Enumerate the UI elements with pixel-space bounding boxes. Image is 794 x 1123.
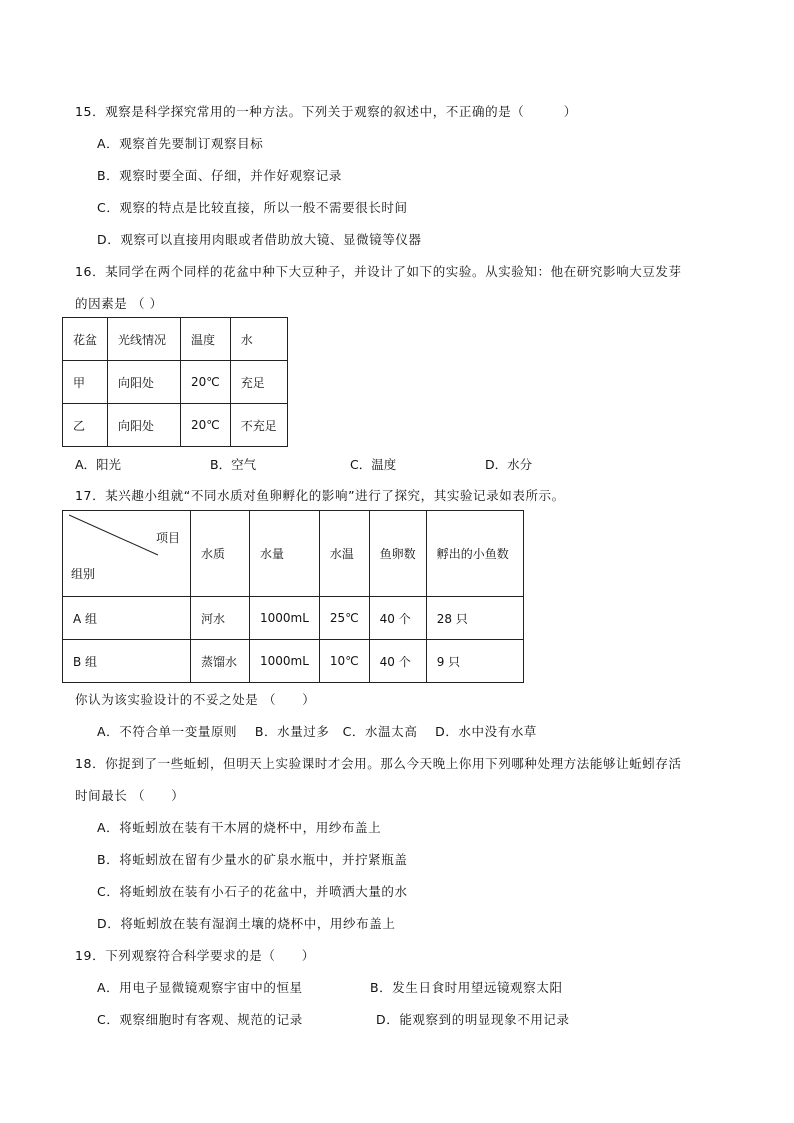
q15-option-a: A．观察首先要制订观察目标 (97, 136, 264, 151)
table-cell: 蒸馏水 (191, 640, 250, 683)
table-cell: 甲 (63, 361, 108, 404)
table-cell: 1000mL (250, 597, 320, 640)
q17-table (62, 510, 524, 683)
table-cell: 20℃ (181, 404, 231, 447)
q16-table (62, 317, 288, 447)
q19-option-a: A．用电子显微镜观察宇宙中的恒星 (97, 980, 303, 995)
table-header-cell: 孵出的小鱼数 (426, 511, 523, 597)
table-corner-cell (63, 511, 191, 597)
table-cell: 充足 (230, 361, 287, 404)
q18-stem-line2: 时间最长 （ ） (75, 788, 185, 803)
q18-stem-line1: 18．你捉到了一些蚯蚓，但明天上实验课时才会用。那么今天晚上你用下列哪种处理方法能够让蚯蚓存活 (75, 756, 682, 771)
table-row (63, 361, 288, 404)
table-cell: 25℃ (319, 597, 369, 640)
table-cell: 20℃ (181, 361, 231, 404)
corner-label-group: 组别 (71, 567, 96, 581)
q16-option-a: A．阳光 (75, 457, 122, 472)
q18-option-c: C．将蚯蚓放在装有小石子的花盆中，并喷洒大量的水 (97, 884, 408, 899)
table-cell: 40 个 (369, 597, 426, 640)
q18-option-d: D．将蚯蚓放在装有湿润土壤的烧杯中，用纱布盖上 (97, 916, 396, 931)
q19-option-b: B．发生日食时用望远镜观察太阳 (370, 980, 563, 995)
table-cell: 向阳处 (108, 361, 181, 404)
table-header-cell: 花盆 (63, 318, 108, 361)
table-header-cell: 光线情况 (108, 318, 181, 361)
table-header-cell: 水 (230, 318, 287, 361)
table-header-cell: 水量 (250, 511, 320, 597)
table-row (63, 640, 524, 683)
table-header-cell: 温度 (181, 318, 231, 361)
table-cell: 河水 (191, 597, 250, 640)
q15-stem: 15．观察是科学探究常用的一种方法。下列关于观察的叙述中，不正确的是（ ） (75, 104, 577, 119)
table-cell: 40 个 (369, 640, 426, 683)
q19-stem: 19．下列观察符合科学要求的是（ ） (75, 948, 315, 963)
corner-label-item: 项目 (155, 531, 180, 545)
q19-option-c: C．观察细胞时有客观、规范的记录 (97, 1012, 303, 1027)
table-header-row (63, 511, 524, 597)
table-row (63, 597, 524, 640)
q16-stem-line2: 的因素是 （ ） (75, 296, 163, 311)
table-header-row (63, 318, 288, 361)
table-cell: A 组 (63, 597, 191, 640)
q18-option-a: A．将蚯蚓放在装有干木屑的烧杯中，用纱布盖上 (97, 820, 382, 835)
table-cell: 不充足 (230, 404, 287, 447)
q17-options: A．不符合单一变量原则 B．水量过多 C．水温太高 D．水中没有水草 (97, 724, 538, 739)
q16-option-c: C．温度 (350, 457, 397, 472)
q16-stem-line1: 16．某同学在两个同样的花盆中种下大豆种子，并设计了如下的实验。从实验知：他在研究影响大豆发芽 (75, 264, 682, 279)
q15-option-d: D．观察可以直接用肉眼或者借助放大镜、显微镜等仪器 (97, 232, 422, 247)
q18-option-b: B．将蚯蚓放在留有少量水的矿泉水瓶中，并拧紧瓶盖 (97, 852, 408, 867)
table-cell: B 组 (63, 640, 191, 683)
q16-option-b: B．空气 (210, 457, 257, 472)
q15-option-c: C．观察的特点是比较直接，所以一般不需要很长时间 (97, 200, 408, 215)
table-cell: 28 只 (426, 597, 523, 640)
q19-option-d: D．能观察到的明显现象不用记录 (376, 1012, 570, 1027)
q15-option-b: B．观察时要全面、仔细，并作好观察记录 (97, 168, 342, 183)
table-row (63, 404, 288, 447)
q17-question: 你认为该实验设计的不妥之处是 （ ） (75, 692, 316, 707)
table-cell: 向阳处 (108, 404, 181, 447)
table-cell: 乙 (63, 404, 108, 447)
diagonal-divider (63, 511, 191, 597)
table-cell: 1000mL (250, 640, 320, 683)
table-header-cell: 水温 (319, 511, 369, 597)
table-cell: 9 只 (426, 640, 523, 683)
q16-option-d: D．水分 (485, 457, 533, 472)
table-cell: 10℃ (319, 640, 369, 683)
table-header-cell: 鱼卵数 (369, 511, 426, 597)
q17-stem: 17．某兴趣小组就“不同水质对鱼卵孵化的影响”进行了探究，其实验记录如表所示。 (75, 488, 565, 503)
table-header-cell: 水质 (191, 511, 250, 597)
